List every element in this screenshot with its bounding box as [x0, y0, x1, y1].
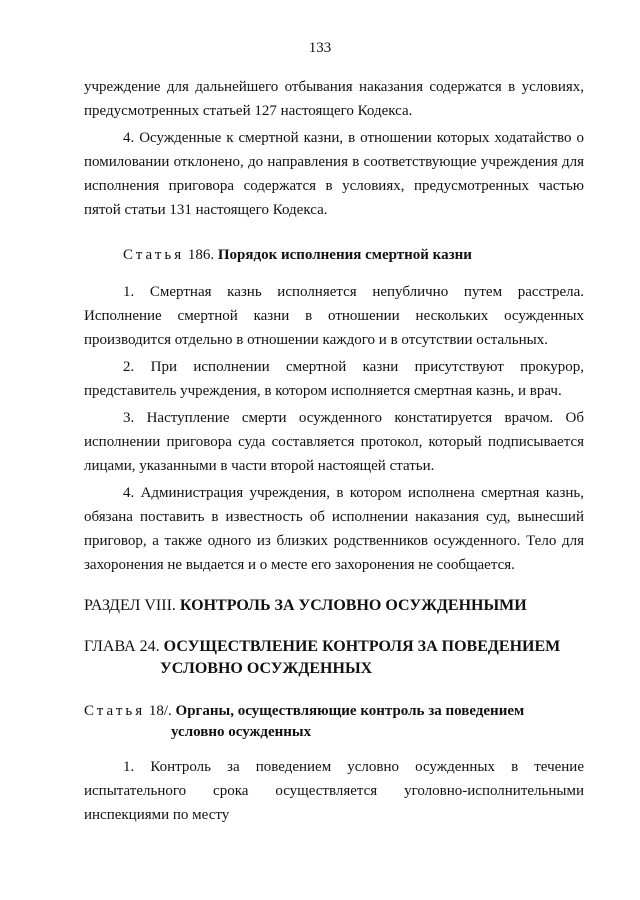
paragraph-continuation: учреждение для дальнейшего отбывания наказания содержатся в условиях, предусмотренных статьей 127 настоящего Кодекса. [84, 79, 584, 119]
article-title: Порядок исполнения смертной казни [217, 247, 472, 263]
article-187-part-1: 1. Контроль за поведением условно осужденных в течение испытательного срока осуществляется уголовно-исполнительными инспекциями по месту [84, 759, 584, 823]
document-body [84, 75, 584, 830]
article-number: 18/. [145, 703, 176, 719]
section-label: РАЗДЕЛ VIII. [84, 597, 180, 614]
article-186-part-4: 4. Администрация учреждения, в котором исполнена смертная казнь, обязана поставить в известность об исполнении наказания суд, вынесший приговор, а также одного из близких родственников осужденного. Тело для захоронения не выдается и о месте его захоронения не сообщается. [84, 485, 584, 573]
paragraph-4: 4. Осужденные к смертной казни, в отношении которых ходатайство о помиловании отклонено, до направления в соответствующие учреждения для исполнения приговора содержатся в условиях, предусмотренных частью пятой статьи 131 настоящего Кодекса. [84, 130, 584, 218]
article-title-line-1: Органы, осуществляющие контроль за поведением [175, 703, 525, 719]
section-heading [84, 594, 584, 618]
chapter-heading [84, 636, 584, 680]
section-title: КОНТРОЛЬ ЗА УСЛОВНО ОСУЖДЕННЫМИ [179, 597, 527, 614]
article-186-part-3: 3. Наступление смерти осужденного констатируется врачом. Об исполнении приговора суда составляется протокол, который подписывается лицами, указанными в части второй настоящей статьи. [84, 410, 584, 474]
article-186-heading [84, 243, 584, 267]
chapter-label: ГЛАВА 24. [84, 638, 164, 655]
article-label: Статья [123, 247, 185, 263]
page-number: 133 [308, 40, 332, 56]
chapter-title-line-2: УСЛОВНО ОСУЖДЕННЫХ [160, 660, 373, 677]
chapter-title-line-1: ОСУЩЕСТВЛЕНИЕ КОНТРОЛЯ ЗА ПОВЕДЕНИЕМ [163, 638, 561, 655]
article-186-part-1: 1. Смертная казнь исполняется непублично путем расстрела. Исполнение смертной казни в отношении нескольких осужденных производится отдельно в отношении каждого и в отсутствии остальных. [84, 284, 584, 348]
article-186-part-2: 2. При исполнении смертной казни присутствуют прокурор, представитель учреждения, в котором исполняется смертная казнь, и врач. [84, 359, 584, 399]
article-187-heading [84, 701, 584, 743]
article-label: Статья [84, 703, 146, 719]
article-number: 186. [184, 247, 218, 263]
article-title-line-2: условно осужденных [171, 724, 312, 740]
